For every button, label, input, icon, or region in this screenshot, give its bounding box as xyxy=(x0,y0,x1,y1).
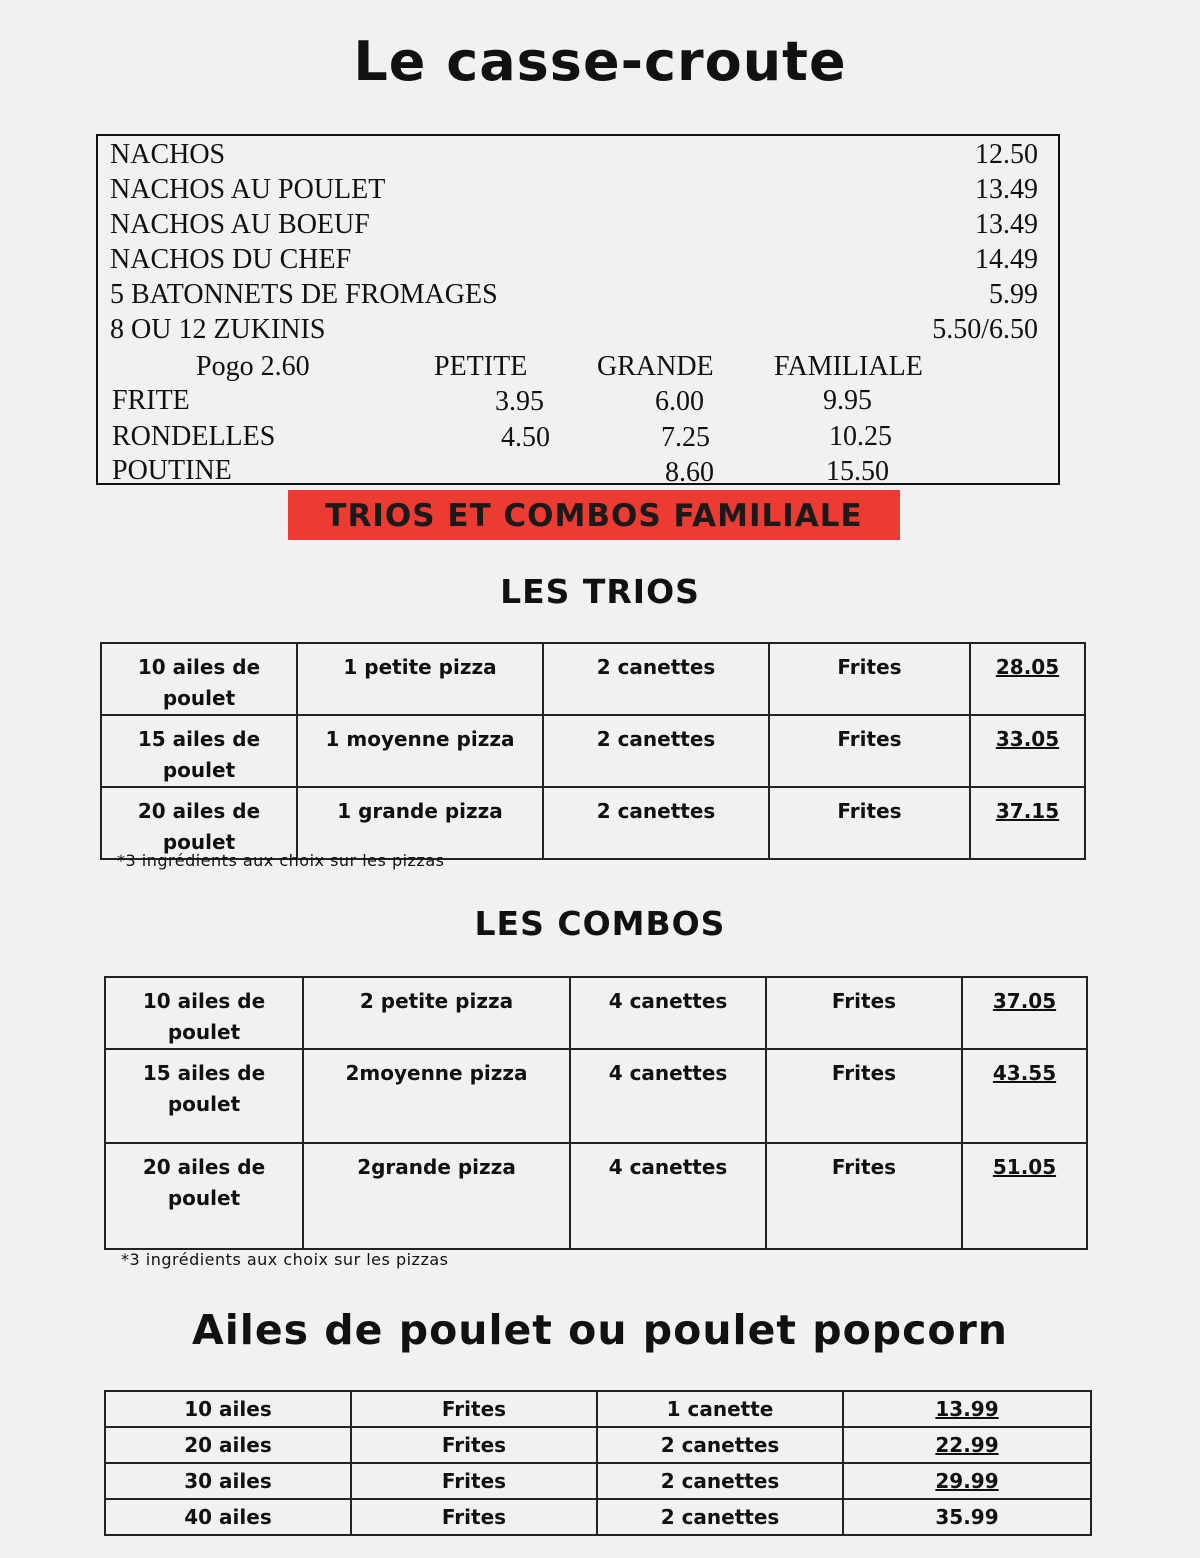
size-header-familiale: FAMILIALE xyxy=(774,351,923,382)
snack-item xyxy=(110,313,1038,347)
price-cell: 51.05 xyxy=(962,1143,1087,1249)
drinks-cell: 2 canettes xyxy=(543,787,769,859)
snack-name: NACHOS xyxy=(110,139,226,170)
pizza-cell: 2moyenne pizza xyxy=(303,1049,570,1143)
snack-item xyxy=(110,243,1038,277)
drinks-cell: 4 canettes xyxy=(570,977,766,1049)
table-row xyxy=(105,1391,1091,1427)
wings-qty-cell: 40 ailes xyxy=(105,1499,351,1535)
size-item-name: FRITE xyxy=(112,385,190,416)
pizza-cell: 2 petite pizza xyxy=(303,977,570,1049)
combos-heading: LES COMBOS xyxy=(474,904,726,943)
price-cell: 28.05 xyxy=(970,643,1085,715)
snack-item xyxy=(110,278,1038,312)
fries-cell: Frites xyxy=(769,787,970,859)
snack-menu-box xyxy=(96,134,1060,488)
table-row xyxy=(105,1463,1091,1499)
price-cell: 33.05 xyxy=(970,715,1085,787)
snack-price: 5.50/6.50 xyxy=(932,314,1038,345)
price-cell: 35.99 xyxy=(843,1499,1091,1535)
snack-name: NACHOS AU BOEUF xyxy=(110,209,370,240)
price-cell: 22.99 xyxy=(843,1427,1091,1463)
snack-price: 13.49 xyxy=(975,174,1038,205)
table-row xyxy=(105,1143,1087,1249)
pizza-cell: 2grande pizza xyxy=(303,1143,570,1249)
snack-price: 14.49 xyxy=(975,244,1038,275)
snack-price: 5.99 xyxy=(989,279,1038,310)
fries-cell: Frites xyxy=(351,1427,597,1463)
trios-heading: LES TRIOS xyxy=(500,572,700,611)
wings-qty-cell: 10 ailes xyxy=(105,1391,351,1427)
snack-name: NACHOS DU CHEF xyxy=(110,244,352,275)
trios-footnote: *3 ingrédients aux choix sur les pizzas xyxy=(117,851,445,870)
wings-cell: 10 ailes de poulet xyxy=(105,977,303,1049)
drinks-cell: 2 canettes xyxy=(597,1499,843,1535)
table-row xyxy=(105,1427,1091,1463)
table-row xyxy=(105,1499,1091,1535)
fries-cell: Frites xyxy=(769,715,970,787)
size-price-familiale: 9.95 xyxy=(823,385,872,416)
drinks-cell: 4 canettes xyxy=(570,1049,766,1143)
snack-item xyxy=(110,208,1038,242)
price-cell: 29.99 xyxy=(843,1463,1091,1499)
snack-item xyxy=(110,173,1038,207)
wings-qty-cell: 20 ailes xyxy=(105,1427,351,1463)
price-cell: 13.99 xyxy=(843,1391,1091,1427)
wings-qty-cell: 30 ailes xyxy=(105,1463,351,1499)
size-price-familiale: 15.50 xyxy=(826,456,889,487)
wings-cell: 15 ailes de poulet xyxy=(101,715,297,787)
drinks-cell: 2 canettes xyxy=(543,715,769,787)
size-price-grande: 8.60 xyxy=(665,457,714,488)
fries-cell: Frites xyxy=(766,1049,962,1143)
fries-cell: Frites xyxy=(766,977,962,1049)
drinks-cell: 4 canettes xyxy=(570,1143,766,1249)
size-header-grande: GRANDE xyxy=(597,351,714,382)
size-price-petite: 3.95 xyxy=(495,386,544,417)
fries-cell: Frites xyxy=(351,1499,597,1535)
fries-cell: Frites xyxy=(351,1463,597,1499)
drinks-cell: 2 canettes xyxy=(597,1427,843,1463)
menu-title: Le casse-croute xyxy=(353,30,847,93)
price-cell: 37.15 xyxy=(970,787,1085,859)
fries-cell: Frites xyxy=(351,1391,597,1427)
table-row xyxy=(101,715,1085,787)
table-row xyxy=(105,977,1087,1049)
price-cell: 37.05 xyxy=(962,977,1087,1049)
fries-cell: Frites xyxy=(769,643,970,715)
wings-cell: 20 ailes de poulet xyxy=(101,787,297,859)
wings-table xyxy=(104,1390,1092,1536)
pogo-price: Pogo 2.60 xyxy=(196,351,310,382)
pizza-cell: 1 moyenne pizza xyxy=(297,715,543,787)
table-row xyxy=(101,787,1085,859)
snack-price: 13.49 xyxy=(975,209,1038,240)
combos-banner: TRIOS ET COMBOS FAMILIALE xyxy=(288,490,900,540)
wings-heading: Ailes de poulet ou poulet popcorn xyxy=(191,1306,1008,1354)
size-price-petite: 4.50 xyxy=(501,422,550,453)
combos-footnote: *3 ingrédients aux choix sur les pizzas xyxy=(121,1250,449,1269)
fries-cell: Frites xyxy=(766,1143,962,1249)
snack-price: 12.50 xyxy=(975,139,1038,170)
snack-item xyxy=(110,138,1038,172)
size-header-petite: PETITE xyxy=(434,351,528,382)
size-item-name: POUTINE xyxy=(112,455,232,486)
wings-cell: 10 ailes de poulet xyxy=(101,643,297,715)
drinks-cell: 2 canettes xyxy=(597,1463,843,1499)
drinks-cell: 1 canette xyxy=(597,1391,843,1427)
trios-table xyxy=(100,642,1086,860)
snack-name: 8 OU 12 ZUKINIS xyxy=(110,314,326,345)
pizza-cell: 1 petite pizza xyxy=(297,643,543,715)
wings-cell: 20 ailes de poulet xyxy=(105,1143,303,1249)
size-price-grande: 7.25 xyxy=(661,422,710,453)
pizza-cell: 1 grande pizza xyxy=(297,787,543,859)
drinks-cell: 2 canettes xyxy=(543,643,769,715)
snack-name: NACHOS AU POULET xyxy=(110,174,386,205)
size-price-familiale: 10.25 xyxy=(829,421,892,452)
snack-name: 5 BATONNETS DE FROMAGES xyxy=(110,279,498,310)
wings-cell: 15 ailes de poulet xyxy=(105,1049,303,1143)
table-row xyxy=(101,643,1085,715)
combos-table xyxy=(104,976,1088,1250)
size-item-name: RONDELLES xyxy=(112,421,276,452)
size-price-grande: 6.00 xyxy=(655,386,704,417)
table-row xyxy=(105,1049,1087,1143)
price-cell: 43.55 xyxy=(962,1049,1087,1143)
